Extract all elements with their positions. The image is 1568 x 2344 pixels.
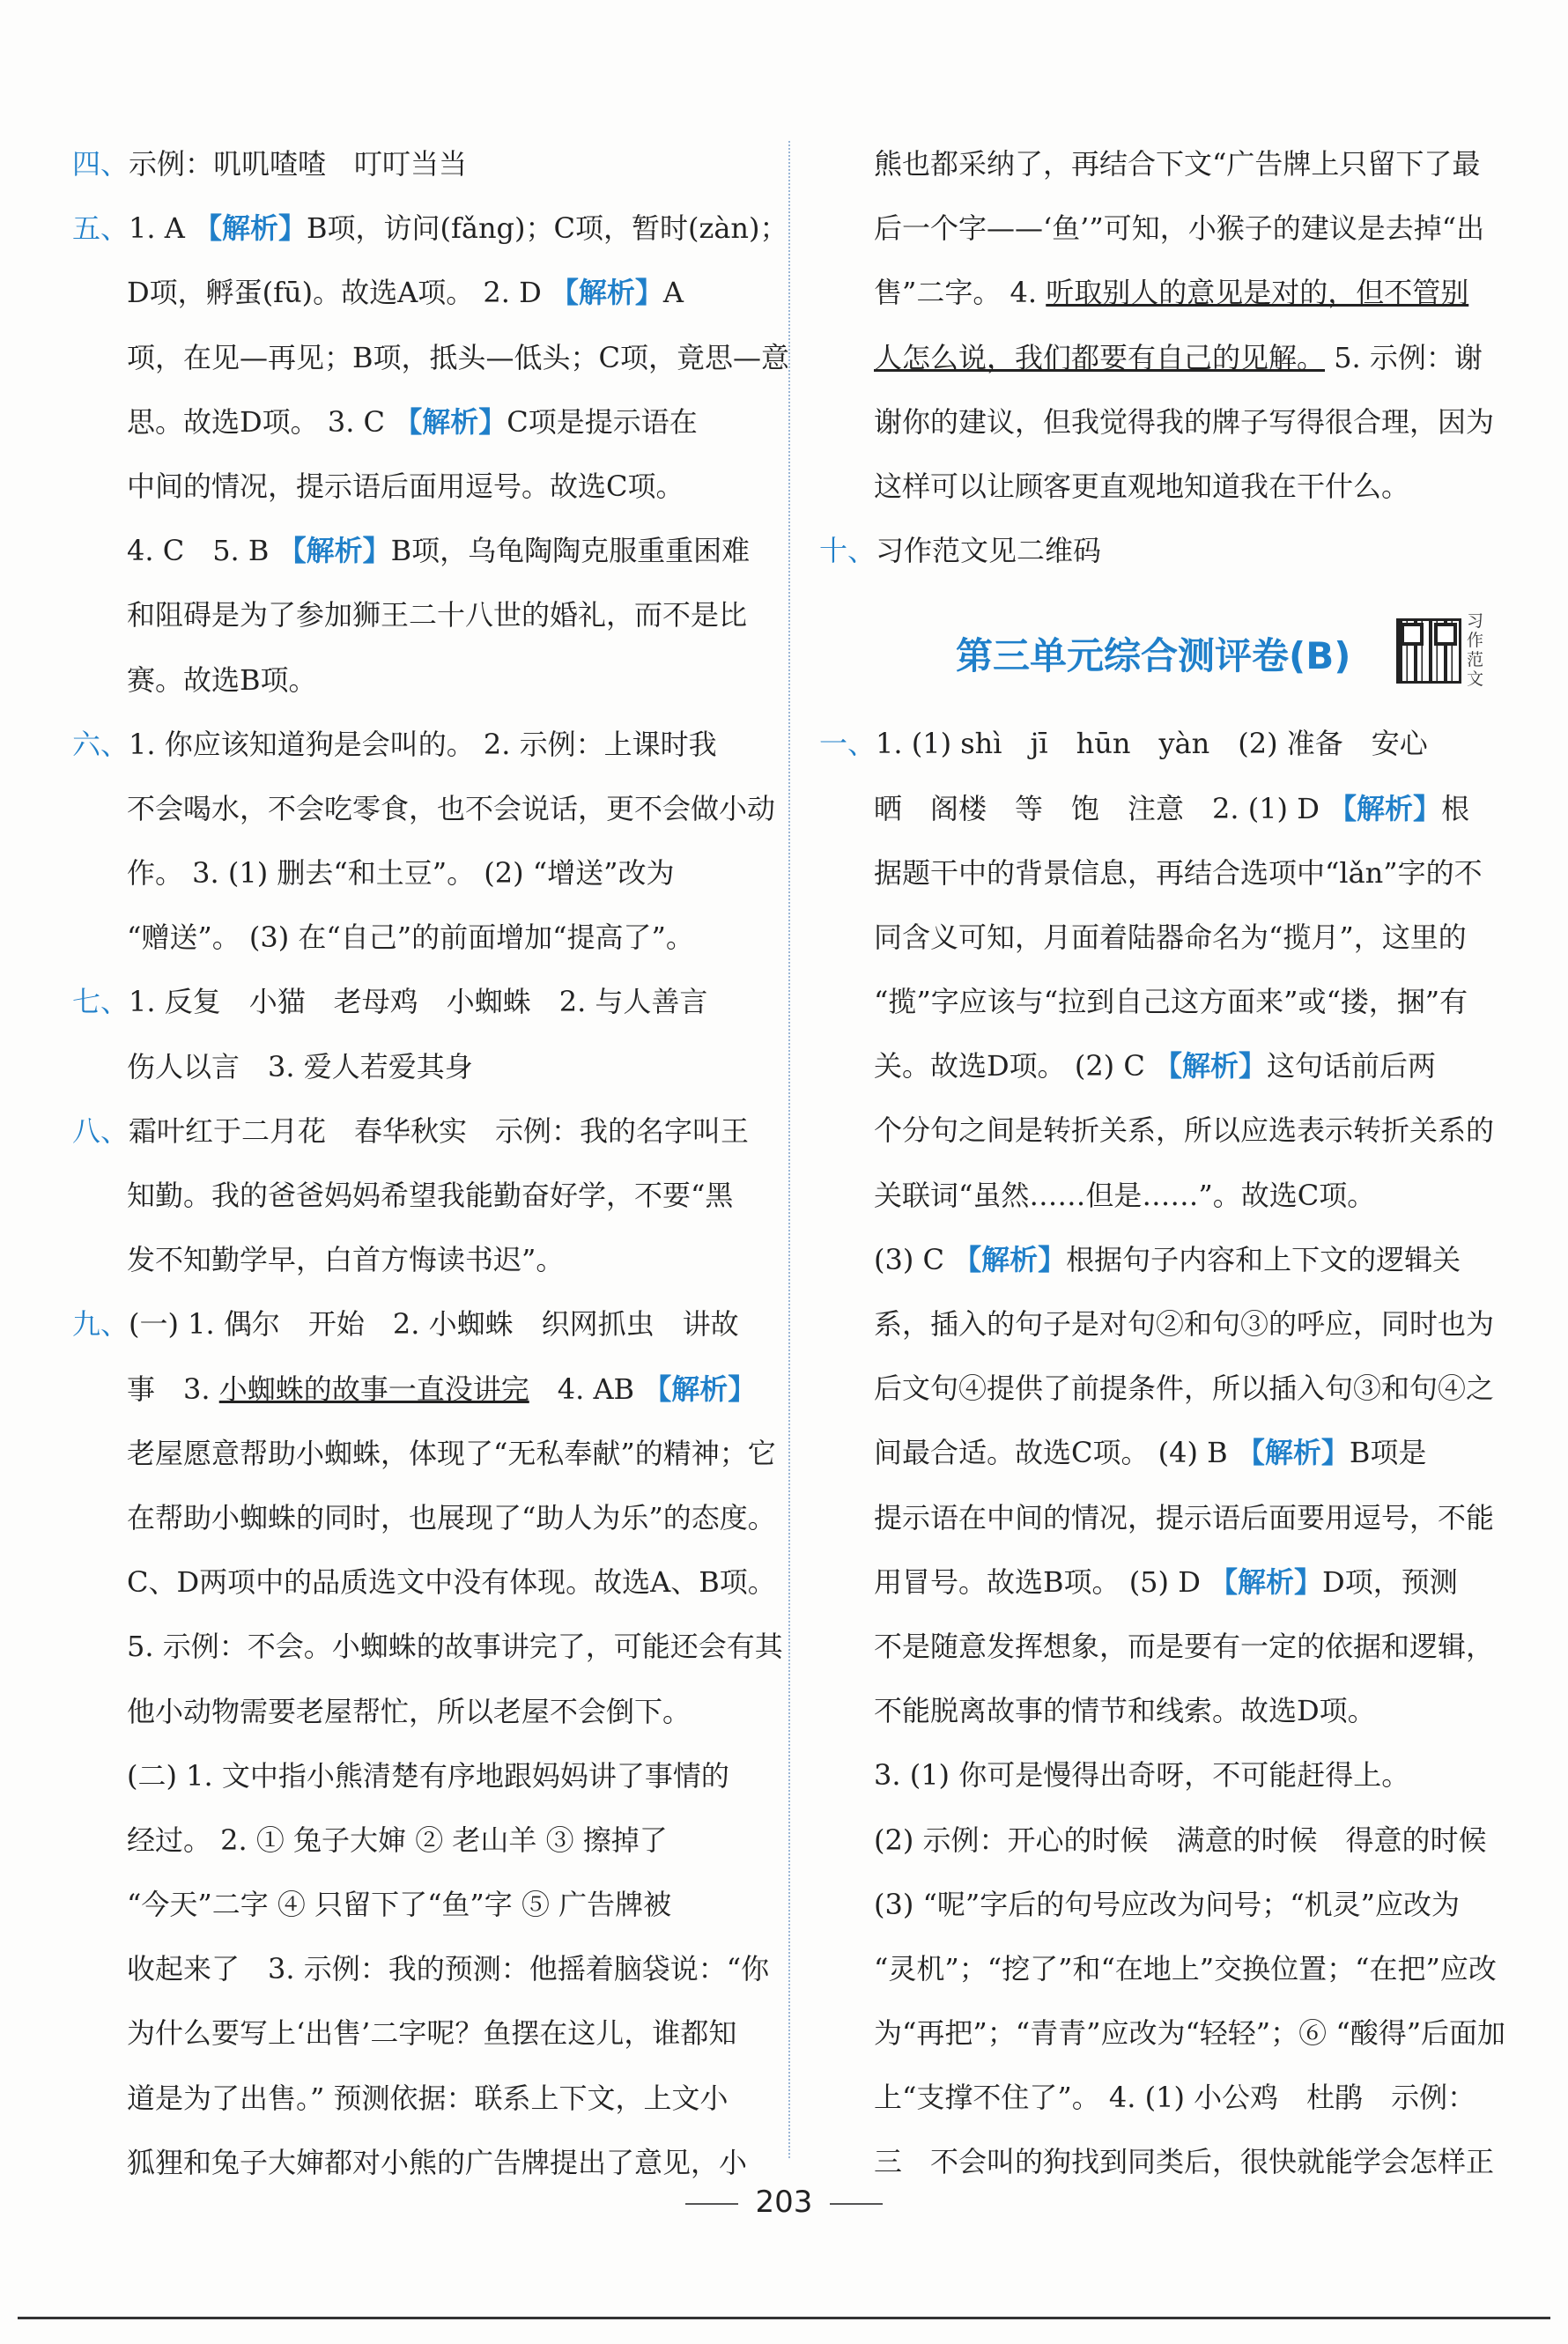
text-segment: 发不知勤学早，白首方悔读书迟”。	[127, 1243, 565, 1277]
text-line	[819, 1486, 1524, 1550]
text-segment: (3) “呢”字后的句号应改为问号；“机灵”应改为	[874, 1887, 1460, 1921]
text-segment: 示例：叽叽喳喳 叮叮当当	[129, 147, 468, 181]
text-line	[819, 132, 1524, 196]
text-line	[72, 1164, 777, 1228]
text-segment: 不是随意发挥想象，而是要有一定的依据和逻辑，	[874, 1629, 1495, 1663]
left-column	[72, 132, 790, 2195]
text-line	[72, 1292, 777, 1357]
text-segment: (二) 1. 文中指小熊清楚有序地跟妈妈讲了事情的	[127, 1758, 729, 1793]
text-segment: “今天”二字 ④ 只留下了“鱼”字 ⑤ 广告牌被	[127, 1888, 672, 1922]
text-segment: 同含义可知，月面着陆器命名为“揽月”，这里的	[874, 920, 1467, 954]
text-line	[72, 196, 788, 261]
text-segment: 他小动物需要老屋帮忙，所以老屋不会倒下。	[127, 1694, 692, 1728]
text-segment: 赛。故选B项。	[127, 662, 317, 697]
text-segment: 经过。 2. ① 兔子大婶 ② 老山羊 ③ 擦掉了	[127, 1823, 668, 1857]
text-segment: 老屋愿意帮助小蜘蛛，体现了“无私奉献”的精神；它	[127, 1436, 776, 1470]
text-line	[72, 1035, 777, 1099]
section-number: 五、	[72, 211, 129, 246]
section-number: 七、	[72, 985, 129, 1019]
text-line	[819, 519, 1524, 583]
text-line	[819, 1357, 1524, 1421]
text-line	[72, 648, 777, 713]
column-divider	[788, 141, 790, 2158]
text-line	[72, 1486, 777, 1550]
text-segment: 三 不会叫的狗找到同类后，很快就能学会怎样正	[874, 2145, 1495, 2179]
text-line	[819, 196, 1524, 261]
text-line	[72, 1422, 777, 1486]
text-segment: 思。故选D项。 3. C	[127, 404, 395, 439]
text-segment: C项是提示语在	[507, 404, 698, 439]
section-number: 八、	[72, 1113, 129, 1148]
text-line	[819, 261, 1524, 325]
analysis-tag: 【解析】	[953, 1242, 1067, 1276]
text-segment: 根据句子内容和上下文的逻辑关	[1066, 1242, 1461, 1276]
text-segment: B项是	[1349, 1436, 1427, 1470]
text-segment: 习作范文见二维码	[876, 534, 1102, 568]
text-segment: 用冒号。故选B项。 (5) D	[874, 1564, 1210, 1599]
text-line	[72, 519, 777, 583]
text-segment: 和阻碍是为了参加狮王二十八世的婚礼，而不是比	[127, 598, 748, 632]
text-line	[819, 906, 1524, 970]
text-line	[819, 1034, 1524, 1098]
section-number: 十、	[819, 534, 876, 568]
text-segment: 根	[1441, 791, 1470, 825]
text-segment: 1. (1) shì jī hūn yàn (2) 准备 安心	[876, 727, 1428, 761]
text-segment: 1. A	[129, 211, 194, 246]
text-line	[819, 1098, 1524, 1163]
text-segment: “赠送”。 (3) 在“自己”的前面增加“提高了”。	[127, 921, 694, 955]
text-segment: 据题干中的背景信息，再结合选项中“lǎn”字的不	[874, 855, 1483, 890]
text-segment: 不会喝水，不会吃零食，也不会说话，更不会做小动	[127, 791, 776, 825]
text-line	[819, 1937, 1524, 2001]
section-number: 六、	[72, 727, 129, 761]
text-line	[819, 1679, 1524, 1743]
page-footer	[0, 2185, 1568, 2220]
right-column	[819, 132, 1524, 2195]
text-segment: 售”二字。 4.	[874, 276, 1047, 310]
text-segment: 听取别人的意见是对的，但不管别	[1046, 276, 1469, 310]
text-line	[72, 1744, 777, 1808]
text-line	[72, 1357, 777, 1422]
text-line	[819, 777, 1524, 841]
section-heading	[819, 583, 1524, 712]
text-line	[72, 583, 777, 647]
text-line	[72, 132, 777, 196]
text-segment: 间最合适。故选C项。 (4) B	[874, 1436, 1237, 1470]
text-line	[819, 455, 1524, 519]
text-line	[72, 1680, 777, 1744]
text-line	[72, 1808, 777, 1873]
text-line	[72, 1873, 777, 1937]
analysis-tag: 【解析】	[194, 211, 307, 246]
text-segment: 这句话前后两	[1267, 1049, 1437, 1083]
text-segment: 在帮助小蜘蛛的同时，也展现了“助人为乐”的态度。	[127, 1500, 776, 1534]
analysis-tag: 【解析】	[394, 404, 507, 439]
text-segment: 关。故选D项。 (2) C	[874, 1049, 1154, 1083]
text-line	[819, 1550, 1524, 1615]
analysis-tag: 【解析】	[1209, 1564, 1323, 1599]
text-line	[819, 1873, 1524, 1937]
text-segment: 晒 阁楼 等 饱 注意 2. (1) D	[874, 791, 1329, 825]
text-line	[819, 1808, 1524, 1873]
text-segment: 事 3.	[127, 1372, 219, 1406]
text-line	[72, 777, 777, 841]
text-segment: 为什么要写上‘出售’二字呢？鱼摆在这儿，谁都知	[127, 2016, 737, 2051]
text-line	[819, 1615, 1524, 1679]
text-segment: D项，孵蛋(fū)。故选A项。 2. D	[127, 276, 551, 310]
text-segment: 伤人以言 3. 爱人若爱其身	[127, 1049, 473, 1083]
analysis-tag: 【解析】	[277, 534, 391, 568]
text-segment: 人怎么说，我们都要有自己的见解。	[874, 340, 1326, 374]
text-line	[819, 390, 1524, 455]
analysis-tag: 【解析】	[1328, 791, 1442, 825]
text-segment: 不能脱离故事的情节和线索。故选D项。	[874, 1694, 1376, 1728]
text-segment: 中间的情况，提示语后面用逗号。故选C项。	[127, 469, 684, 503]
text-line	[72, 390, 777, 455]
text-segment: 狐狸和兔子大婶都对小熊的广告牌提出了意见，小	[127, 2145, 748, 2179]
text-segment: “灵机”；“挖了”和“在地上”交换位置；“在把”应改	[874, 1951, 1497, 1985]
text-segment: 1. 反复 小猫 老母鸡 小蜘蛛 2. 与人善言	[129, 985, 708, 1019]
text-line	[819, 970, 1524, 1034]
text-segment: 小蜘蛛的故事一直没讲完	[218, 1372, 529, 1406]
text-line	[819, 1228, 1524, 1292]
analysis-tag: 【解析】	[643, 1372, 757, 1406]
text-segment: 知勤。我的爸爸妈妈希望我能勤奋好学，不要“黑	[127, 1179, 734, 1212]
qr-label: 习作范文	[1467, 611, 1484, 690]
analysis-tag: 【解析】	[550, 276, 663, 310]
text-line	[72, 1937, 777, 2001]
text-segment: 1. 你应该知道狗是会叫的。 2. 示例：上课时我	[129, 727, 717, 761]
text-line	[72, 1228, 777, 1292]
footer-dash-left	[685, 2203, 738, 2205]
text-segment: “揽”字应该与“拉到自己这方面来”或“搂，捆”有	[874, 985, 1468, 1019]
text-segment: 这样可以让顾客更直观地知道我在干什么。	[874, 469, 1410, 503]
text-segment: 提示语在中间的情况，提示语后面要用逗号，不能	[874, 1500, 1495, 1534]
text-segment: A	[662, 276, 684, 310]
text-segment: (2) 示例：开心的时候 满意的时候 得意的时候	[874, 1823, 1487, 1857]
text-line	[72, 1550, 777, 1615]
text-segment: B项，访问(fǎng)；C项，暂时(zàn)；	[307, 211, 788, 246]
text-segment: 后文句④提供了前提条件，所以插入句③和句④之	[874, 1372, 1495, 1406]
text-segment: 收起来了 3. 示例：我的预测：他摇着脑袋说：“你	[127, 1952, 770, 1986]
text-line	[819, 712, 1524, 776]
text-segment: (一) 1. 偶尔 开始 2. 小蜘蛛 织网抓虫 讲故	[129, 1307, 739, 1342]
text-line	[819, 2066, 1524, 2130]
text-segment: 5. 示例：不会。小蜘蛛的故事讲完了，可能还会有其	[127, 1630, 783, 1664]
text-line	[819, 2001, 1524, 2066]
section-number: 一、	[819, 727, 876, 761]
text-segment: 4. AB	[529, 1372, 644, 1406]
analysis-tag: 【解析】	[1236, 1436, 1350, 1470]
text-segment: 系，插入的句子是对句②和句③的呼应，同时也为	[874, 1307, 1495, 1341]
text-line	[819, 1164, 1524, 1228]
analysis-tag: 【解析】	[1154, 1049, 1268, 1083]
text-segment: 上“支撑不住了”。 4. (1) 小公鸡 杜鹃 示例：	[874, 2081, 1476, 2115]
text-segment: C、D两项中的品质选文中没有体现。故选A、B项。	[127, 1565, 776, 1600]
text-segment: 3. (1) 你可是慢得出奇呀，不可能赶得上。	[874, 1758, 1410, 1793]
text-segment: 为“再把”；“青青”应改为“轻轻”；⑥ “酸得”后面加	[874, 2016, 1506, 2051]
text-segment: 个分句之间是转折关系，所以应选表示转折关系的	[874, 1113, 1495, 1148]
text-line	[72, 906, 777, 970]
text-line	[72, 326, 790, 390]
text-line	[72, 713, 777, 777]
text-segment: D项，预测	[1322, 1564, 1458, 1599]
text-line	[72, 970, 777, 1034]
text-segment: 项，在见—再见；B项，抵头—低头；C项，竟思—意	[127, 340, 790, 374]
text-line	[819, 1743, 1524, 1808]
section-title: 第三单元综合测评卷(B)	[956, 634, 1351, 678]
text-line	[72, 261, 777, 325]
section-number: 四、	[72, 147, 129, 181]
section-number: 九、	[72, 1307, 129, 1342]
text-line	[72, 455, 777, 519]
page-number: 203	[755, 2185, 813, 2220]
text-segment: B项，乌龟陶陶克服重重困难	[390, 534, 751, 568]
text-segment: 熊也都采纳了，再结合下文“广告牌上只留下了最	[874, 147, 1481, 181]
text-line	[819, 326, 1524, 390]
text-line	[72, 841, 777, 906]
text-segment: 霜叶红于二月花 春华秋实 示例：我的名字叫王	[129, 1113, 750, 1148]
text-segment: 关联词“虽然……但是……”。故选C项。	[874, 1178, 1376, 1212]
text-line	[819, 1292, 1524, 1357]
text-line	[72, 1099, 777, 1164]
text-segment: 后一个字——‘鱼’”可知，小猴子的建议是去掉“出	[874, 211, 1485, 246]
text-line	[819, 1421, 1524, 1485]
text-segment: 作。 3. (1) 删去“和土豆”。 (2) “增送”改为	[127, 856, 675, 891]
text-line	[72, 2001, 777, 2066]
text-segment: 4. C 5. B	[127, 534, 278, 568]
bottom-rule	[18, 2317, 1550, 2319]
footer-dash-right	[830, 2203, 883, 2205]
text-segment: (3) C	[874, 1242, 954, 1276]
text-line	[72, 1615, 783, 1679]
qr-code-icon[interactable]	[1396, 618, 1461, 684]
text-segment: 谢你的建议，但我觉得我的牌子写得很合理，因为	[874, 404, 1495, 439]
text-segment: 道是为了出售。” 预测依据：联系上下文，上文小	[127, 2081, 729, 2115]
text-segment: 5. 示例：谢	[1325, 340, 1483, 374]
text-line	[819, 841, 1524, 906]
text-line	[72, 2067, 777, 2131]
